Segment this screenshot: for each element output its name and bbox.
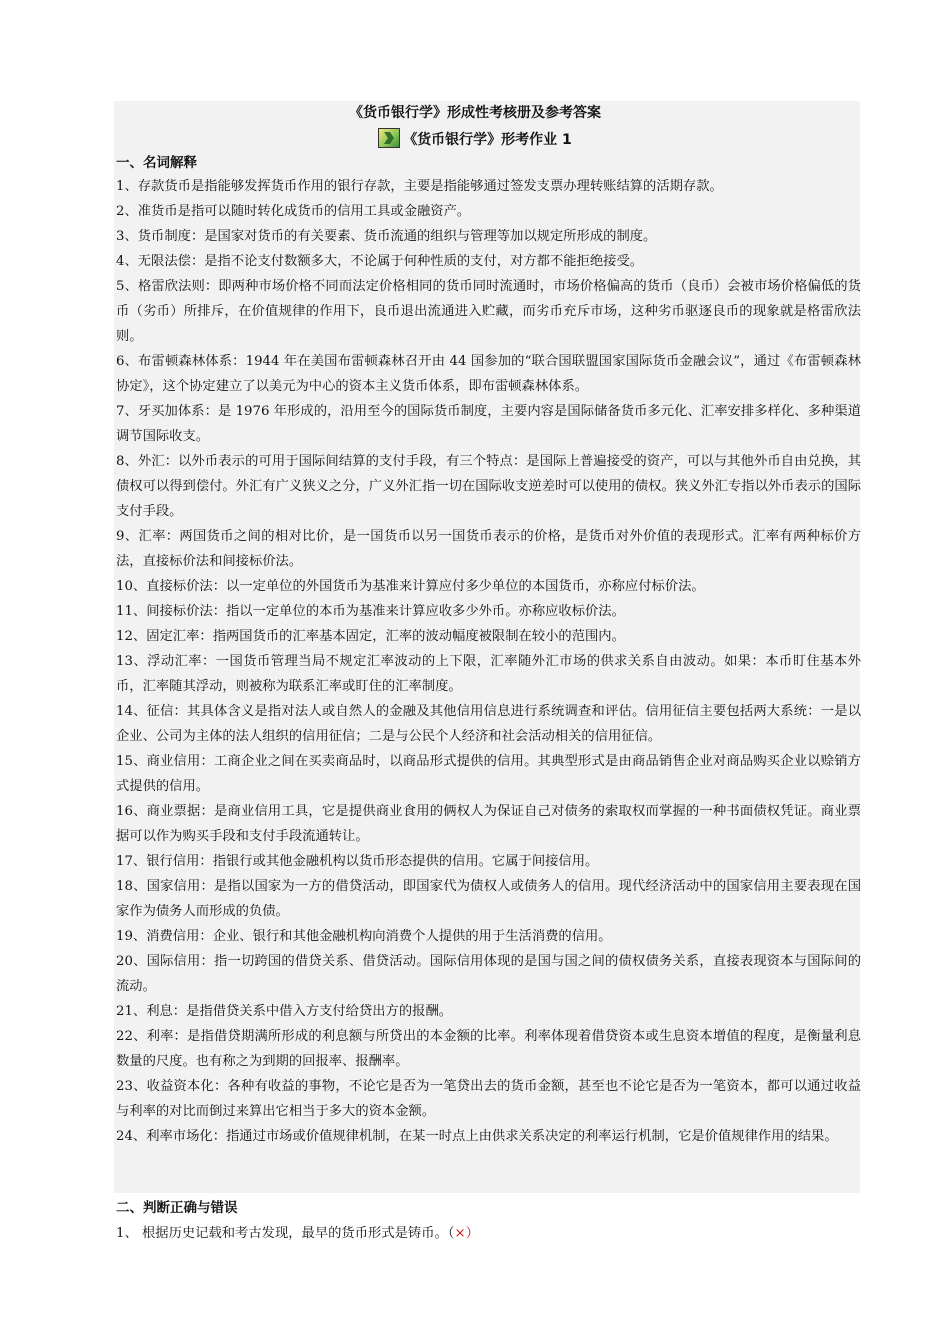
- bookmark-icon: [378, 128, 400, 148]
- term-item: 12、固定汇率：指两国货币的汇率基本固定，汇率的波动幅度被限制在较小的范围内。: [116, 629, 625, 644]
- term-item: 9、汇率：两国货币之间的相对比价，是一国货币以另一国货币表示的价格，是货币对外价值的表现形式。汇率有两种标价方法，直接标价法和间接标价法。: [116, 529, 861, 569]
- term-item: 11、间接标价法：指以一定单位的本币为基准来计算应收多少外币。亦称应收标价法。: [116, 604, 625, 619]
- question-1-text: 1、 根据历史记载和考古发现，最早的货币形式是铸币。（: [116, 1226, 455, 1241]
- term-item: 14、征信：其具体含义是指对法人或自然人的金融及其他信用信息进行系统调查和评估。信用征信主要包括两大系统：一是以企业、公司为主体的法人组织的信用征信；二是与公民个人经济和社会活动相关的信用征信。: [116, 704, 861, 744]
- term-item: 3、货币制度：是国家对货币的有关要素、货币流通的组织与管理等加以规定所形成的制度。: [116, 229, 657, 244]
- term-item: 22、利率：是指借贷期满所形成的利息额与所贷出的本金额的比率。利率体现着借贷资本或生息资本增值的程度，是衡量利息数量的尺度。也有称之为到期的回报率、报酬率。: [116, 1029, 861, 1069]
- term-item: 17、银行信用：指银行或其他金融机构以货币形态提供的信用。它属于间接信用。: [116, 854, 599, 869]
- term-item: 10、直接标价法：以一定单位的外国货币为基准来计算应付多少单位的本国货币，亦称应付标价法。: [116, 579, 705, 594]
- answer-mark: ×: [454, 1226, 466, 1241]
- term-item: 5、格雷欣法则：即两种市场价格不同而法定价格相同的货币同时流通时，市场价格偏高的货币（良币）会被市场价格偏低的货币（劣币）所排斥，在价值规律的作用下，良币退出流通进入贮藏，而劣币充斥市场，这种劣币驱逐良币的现象就是格雷欣法则。: [116, 279, 861, 344]
- term-item: 6、布雷顿森林体系：1944 年在美国布雷顿森林召开由 44 国参加的“联合国联盟国家国际货币金融会议”，通过《布雷顿森林协定》，这个协定建立了以美元为中心的资本主义货币体系，即布雷顿森林体系。: [116, 354, 861, 394]
- term-item: 18、国家信用：是指以国家为一方的借贷活动，即国家代为债权人或债务人的信用。现代经济活动中的国家信用主要表现在国家作为债务人而形成的负债。: [116, 879, 861, 919]
- term-item: 20、国际信用：指一切跨国的借贷关系、借贷活动。国际信用体现的是国与国之间的债权债务关系，直接表现资本与国际间的流动。: [116, 954, 861, 994]
- section-heading-terms: 一、名词解释: [116, 155, 197, 171]
- term-item: 8、外汇：以外币表示的可用于国际间结算的支付手段，有三个特点：是国际上普遍接受的资产，可以与其他外币自由兑换，其债权可以得到偿付。外汇有广义狭义之分，广义外汇指一切在国际收支逆差时可以使用的债权。狭义外汇专指以外币表示的国际支付手段。: [116, 454, 861, 519]
- term-item: 1、存款货币是指能够发挥货币作用的银行存款，主要是指能够通过签发支票办理转账结算的活期存款。: [116, 179, 723, 194]
- subtitle-text: 《货币银行学》形考作业 1: [403, 132, 572, 148]
- question-1: [116, 1221, 856, 1246]
- term-item: 2、准货币是指可以随时转化成货币的信用工具或金融资产。: [116, 204, 471, 219]
- term-item: 15、商业信用：工商企业之间在买卖商品时，以商品形式提供的信用。其典型形式是由商品销售企业对商品购买企业以赊销方式提供的信用。: [116, 754, 861, 794]
- term-item: 4、无限法偿：是指不论支付数额多大，不论属于何种性质的支付，对方都不能拒绝接受。: [116, 254, 644, 269]
- term-item: 23、收益资本化：各种有收益的事物，不论它是否为一笔贷出去的货币金额，甚至也不论它是否为一笔资本，都可以通过收益与利率的对比而倒过来算出它相当于多大的资本金额。: [116, 1079, 861, 1119]
- assignment-subtitle: [0, 128, 950, 151]
- term-item: 19、消费信用：企业、银行和其他金融机构向消费个人提供的用于生活消费的信用。: [116, 929, 612, 944]
- terms-list: [116, 174, 861, 1149]
- term-item: 21、利息：是指借贷关系中借入方支付给贷出方的报酬。: [116, 1004, 453, 1019]
- term-item: 24、利率市场化：指通过市场或价值规律机制，在某一时点上由供求关系决定的利率运行机制，它是价值规律作用的结果。: [116, 1129, 838, 1144]
- question-1-close: ）: [465, 1226, 479, 1241]
- section-heading-true-false: 二、判断正确与错误: [116, 1200, 238, 1216]
- term-item: 16、商业票据：是商业信用工具，它是提供商业食用的俩权人为保证自己对债务的索取权而掌握的一种书面债权凭证。商业票据可以作为购买手段和支付手段流通转让。: [116, 804, 861, 844]
- document-title: 《货币银行学》形成性考核册及参考答案: [349, 105, 601, 121]
- term-item: 13、浮动汇率：一国货币管理当局不规定汇率波动的上下限，汇率随外汇市场的供求关系自由波动。如果：本币盯住基本外币，汇率随其浮动，则被称为联系汇率或盯住的汇率制度。: [116, 654, 861, 694]
- term-item: 7、牙买加体系：是 1976 年形成的，沿用至今的国际货币制度，主要内容是国际储备货币多元化、汇率安排多样化、多种渠道调节国际收支。: [116, 404, 861, 444]
